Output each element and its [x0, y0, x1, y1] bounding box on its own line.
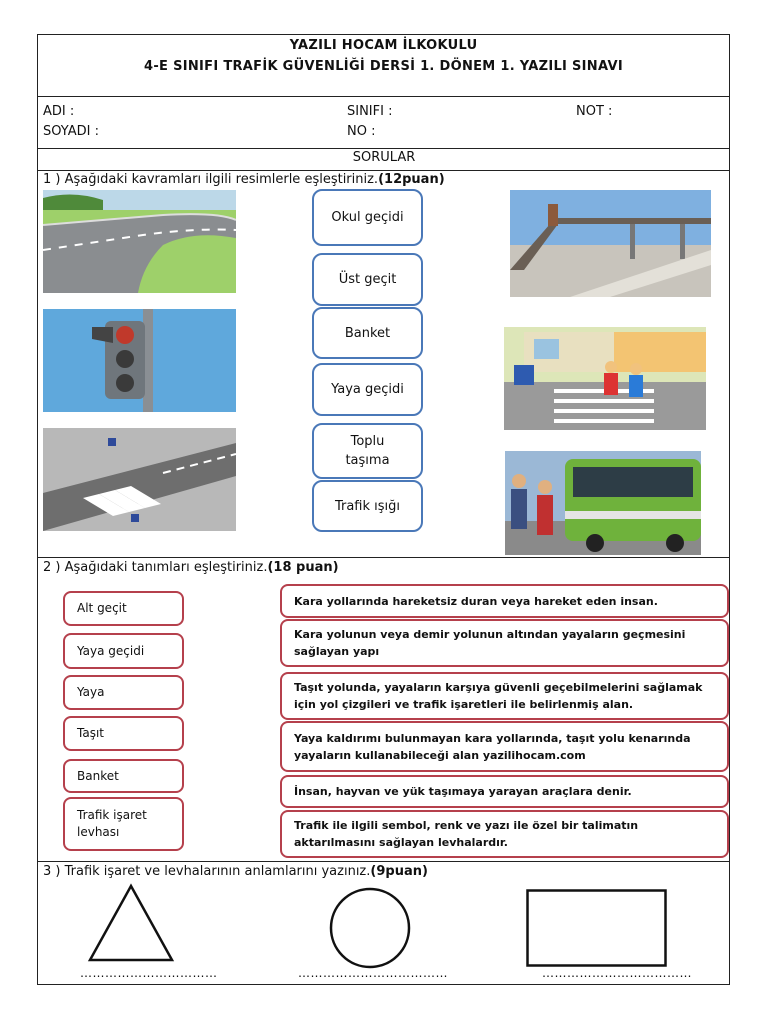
- bus-image: [505, 451, 701, 555]
- grade-label: NOT :: [576, 104, 613, 119]
- question-1: [43, 172, 445, 187]
- section-title: SORULAR: [352, 150, 416, 165]
- term-box: Taşıt: [63, 716, 184, 751]
- term-box: Toplu taşıma: [312, 423, 423, 479]
- name-label: ADI :: [43, 104, 75, 119]
- exam-title: 4-E SINIFI TRAFİK GÜVENLİĞİ DERSİ 1. DÖNEM 1. YAZILI SINAVI: [144, 59, 623, 74]
- school-name: YAZILI HOCAM İLKOKULU: [289, 38, 478, 53]
- answer-blank-1[interactable]: ……………………………: [80, 966, 218, 980]
- answer-blank-3[interactable]: ………………………………: [542, 966, 692, 980]
- divider: [37, 861, 730, 862]
- triangle-sign-shape: [87, 883, 175, 963]
- definition-box: Yaya kaldırımı bulunmayan kara yollarında, taşıt yolu kenarında yayaların kullanabileceği alan yazilihocam.com: [280, 721, 729, 772]
- question-1-points: (12puan): [378, 172, 445, 187]
- overpass-image: [510, 190, 711, 297]
- question-3-text: 3 ) Trafik işaret ve levhalarının anlamlarını yazınız.: [43, 864, 371, 879]
- definition-box: Kara yolunun veya demir yolunun altından yayaların geçmesini sağlayan yapı: [280, 619, 729, 667]
- term-box: Trafik ışığı: [312, 480, 423, 532]
- question-2-points: (18 puan): [267, 560, 339, 575]
- term-box: Banket: [312, 307, 423, 359]
- traffic-light-image: [43, 309, 236, 412]
- definition-box: Trafik ile ilgili sembol, renk ve yazı ile özel bir talimatın aktarılmasını sağlayan levhalardır.: [280, 810, 729, 858]
- definition-box: Kara yollarında hareketsiz duran veya hareket eden insan.: [280, 584, 729, 618]
- divider: [37, 170, 730, 171]
- circle-sign-shape: [327, 887, 413, 969]
- term-box: Yaya geçidi: [63, 633, 184, 669]
- class-label: SINIFI :: [347, 104, 393, 119]
- divider: [37, 557, 730, 558]
- rectangle-sign-shape: [526, 889, 668, 969]
- question-3: [43, 864, 428, 879]
- term-box: Trafik işaret levhası: [63, 797, 184, 851]
- school-crossing-image: [504, 327, 706, 430]
- crosswalk-image: [43, 428, 236, 531]
- answer-blank-2[interactable]: ………………………………: [298, 966, 448, 980]
- definition-box: Taşıt yolunda, yayaların karşıya güvenli geçebilmelerini sağlamak için yol çizgileri ve trafik işaretleri ile belirlenmiş alan.: [280, 672, 729, 720]
- term-box: Yaya: [63, 675, 184, 710]
- surname-label: SOYADI :: [43, 124, 99, 139]
- question-2: [43, 560, 339, 575]
- term-box: Okul geçidi: [312, 189, 423, 246]
- term-box: Banket: [63, 759, 184, 793]
- divider: [37, 96, 730, 97]
- divider: [37, 148, 730, 149]
- road-curve-image: [43, 190, 236, 293]
- term-box: Üst geçit: [312, 253, 423, 306]
- question-3-points: (9puan): [370, 864, 428, 879]
- definition-box: İnsan, hayvan ve yük taşımaya yarayan araçlara denir.: [280, 775, 729, 808]
- question-2-text: 2 ) Aşağıdaki tanımları eşleştiriniz.: [43, 560, 268, 575]
- term-box: Alt geçit: [63, 591, 184, 626]
- term-box: Yaya geçidi: [312, 363, 423, 416]
- number-label: NO :: [347, 124, 376, 139]
- question-1-text: 1 ) Aşağıdaki kavramları ilgili resimlerle eşleştiriniz.: [43, 172, 379, 187]
